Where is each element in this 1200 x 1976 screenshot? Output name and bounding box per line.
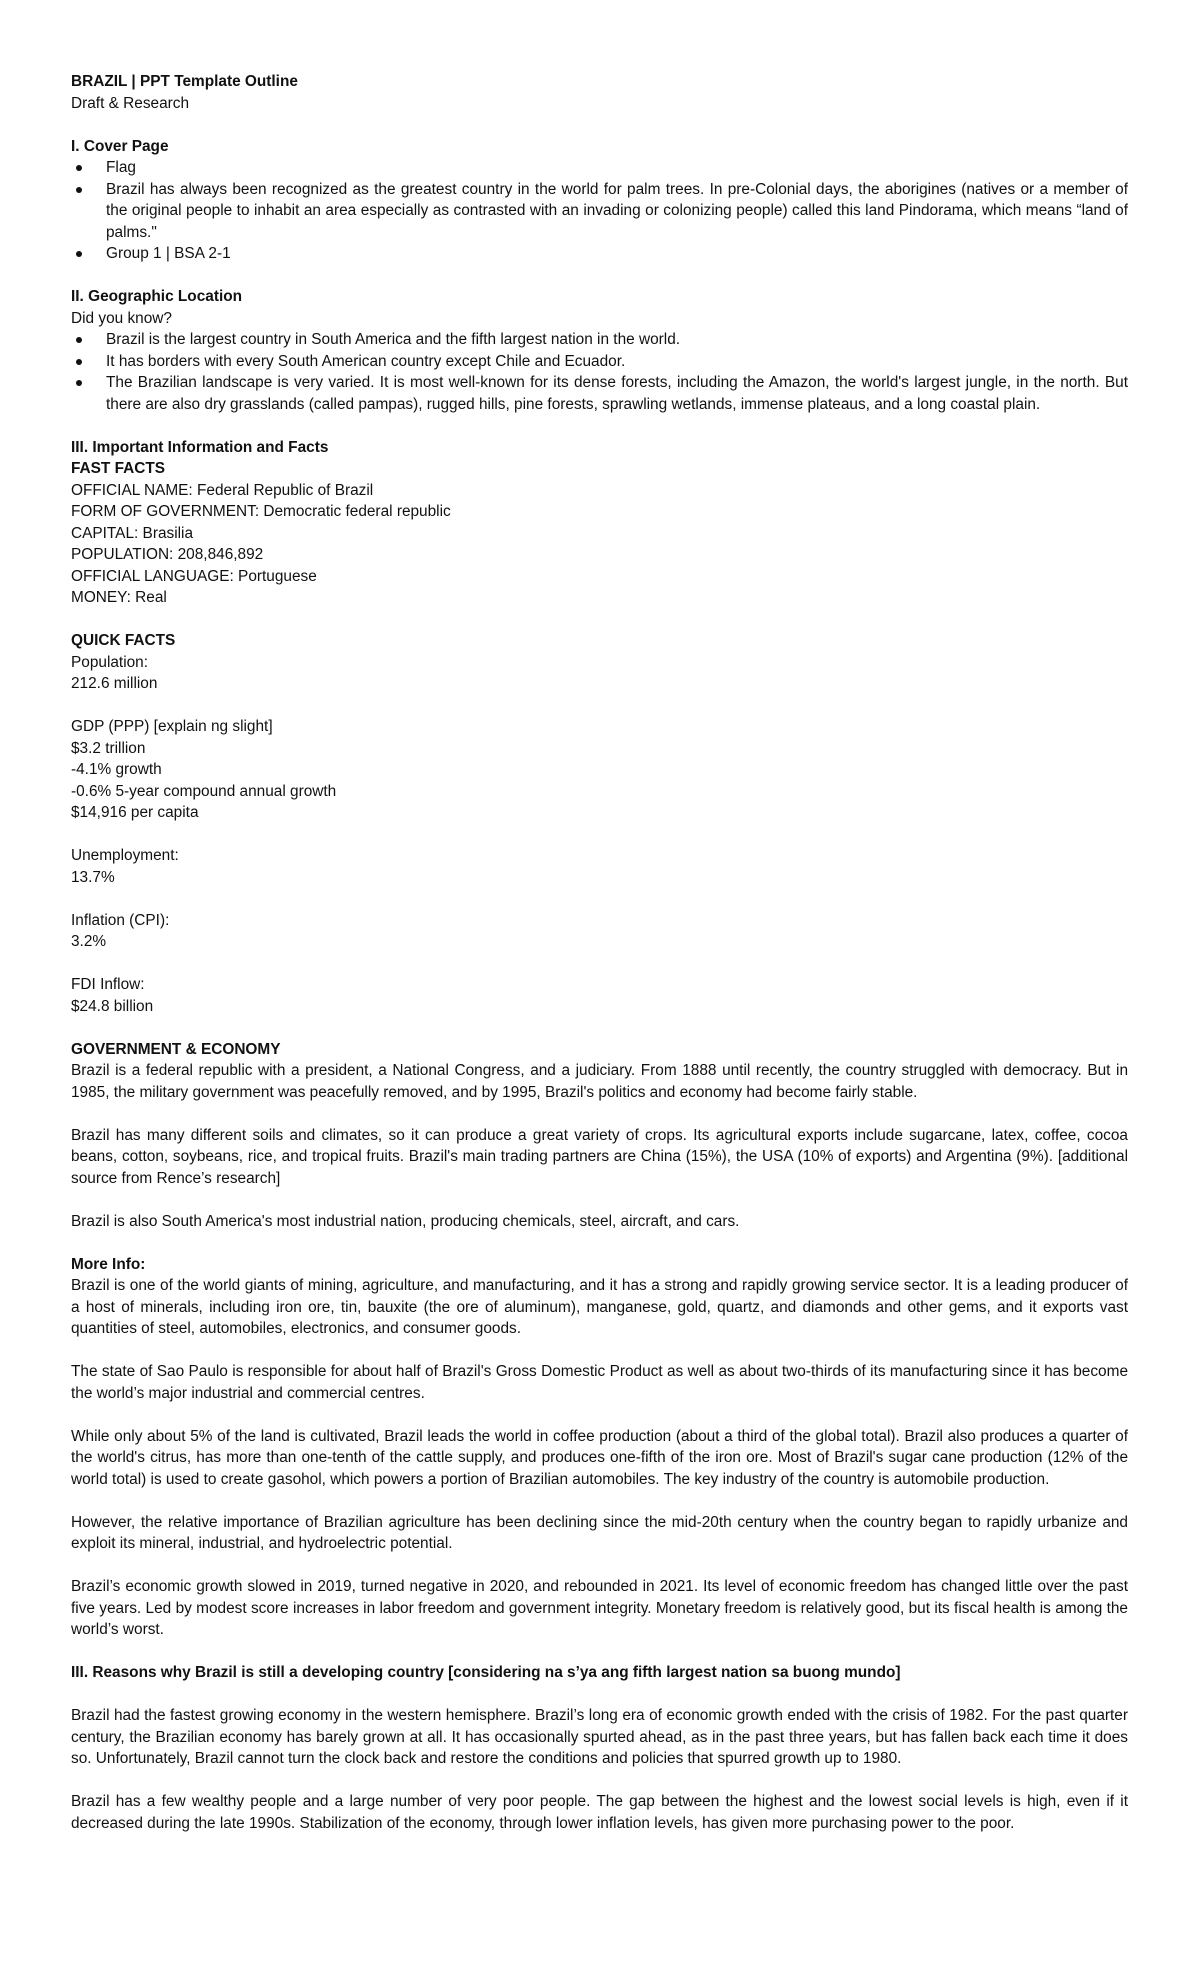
paragraph: The state of Sao Paulo is responsible for about half of Brazil's Gross Domestic Product as well as about two-thirds of its manufacturing since it has become the world’s major industrial and commercial centres.	[71, 1363, 1128, 1402]
quick-fact-label: FDI Inflow:	[71, 976, 145, 993]
paragraph: Brazil’s economic growth slowed in 2019, turned negative in 2020, and rebounded in 2021. Its level of economic freedom has changed little over the past five years. Led by modest score increases in labor freedom and government integrity. Monetary freedom is relatively good, but its fiscal health is among the world’s worst.	[71, 1578, 1128, 1638]
list-item: The Brazilian landscape is very varied. It is most well-known for its dense forests, including the Amazon, the world's largest jungle, in the north. But there are also dry grasslands (called pampas), rugged hills, pine forests, sprawling wetlands, immense plateaus, and a long coastal plain.	[71, 372, 1128, 415]
cover-page-heading: I. Cover Page	[71, 137, 169, 155]
fast-fact-language: OFFICIAL LANGUAGE: Portuguese	[71, 567, 317, 585]
government-economy-heading: GOVERNMENT & ECONOMY	[71, 1040, 281, 1058]
paragraph: While only about 5% of the land is cultivated, Brazil leads the world in coffee production (about a third of the global total). Brazil also produces a quarter of the world's citrus, has more than one-tenth of the cattle supply, and produces one-fifth of the iron ore. Most of Brazil's sugar cane production (12% of the world total) is used to create gasohol, which powers a portion of Brazilian automobiles. The key industry of the country is automobile production.	[71, 1427, 1128, 1488]
quick-fact-value: 3.2%	[71, 933, 107, 950]
quick-fact-value: $14,916 per capita	[71, 804, 199, 821]
quick-fact-label: Inflation (CPI):	[71, 911, 170, 929]
geographic-location-heading: II. Geographic Location	[71, 288, 243, 305]
fast-fact-population: POPULATION: 208,846,892	[71, 546, 264, 563]
list-item: It has borders with every South American country except Chile and Ecuador.	[71, 351, 1128, 373]
document-title: BRAZIL | PPT Template Outline	[71, 73, 298, 90]
quick-facts-heading: QUICK FACTS	[71, 632, 176, 649]
fast-fact-capital: CAPITAL: Brasilia	[71, 524, 194, 542]
paragraph: Brazil has many different soils and climates, so it can produce a great variety of crops. Its agricultural exports include sugarcane, latex, coffee, cocoa beans, cotton, soybeans, rice, and tropical fruits. Brazil's main trading partners are China (15%), the USA (10% of exports) and Argentina (9%). [additional source from Rence’s research]	[71, 1126, 1128, 1187]
list-item: Flag	[71, 157, 1128, 179]
developing-country-heading: III. Reasons why Brazil is still a developing country [considering na s’ya ang fifth largest nation sa buong mundo]	[71, 1664, 901, 1681]
fast-fact-government: FORM OF GOVERNMENT: Democratic federal republic	[71, 503, 451, 520]
more-info-heading: More Info:	[71, 1255, 146, 1273]
paragraph: Brazil has a few wealthy people and a large number of very poor people. The gap between the highest and the lowest social levels is high, even if it decreased during the late 1990s. Stabilization of the economy, through lower inflation levels, has given more purchasing power to the poor.	[71, 1793, 1128, 1832]
quick-fact-label: Unemployment:	[71, 847, 179, 864]
important-information-heading: III. Important Information and Facts	[71, 438, 329, 456]
quick-fact-label: GDP (PPP) [explain ng slight]	[71, 718, 273, 735]
paragraph: Brazil is a federal republic with a president, a National Congress, and a judiciary. From 1888 until recently, the country struggled with democracy. But in 1985, the military government was peacefully removed, and by 1995, Brazil's politics and economy had become fairly stable.	[71, 1062, 1128, 1101]
list-item: Group 1 | BSA 2-1	[71, 243, 1128, 265]
cover-page-list	[71, 157, 1128, 265]
fast-facts-heading: FAST FACTS	[71, 460, 166, 477]
fast-fact-official-name: OFFICIAL NAME: Federal Republic of Brazil	[71, 481, 374, 499]
paragraph: Brazil had the fastest growing economy in the western hemisphere. Brazil’s long era of economic growth ended with the crisis of 1982. For the past quarter century, the Brazilian economy has barely grown at all. It has occasionally spurted ahead, as in the past three years, but has fallen back each time it does so. Unfortunately, Brazil cannot turn the clock back and restore the conditions and policies that spurred growth up to 1980.	[71, 1707, 1128, 1767]
document-subtitle: Draft & Research	[71, 94, 190, 112]
quick-fact-label: Population:	[71, 653, 149, 671]
did-you-know-label: Did you know?	[71, 309, 172, 327]
quick-fact-value: 13.7%	[71, 868, 115, 886]
paragraph: However, the relative importance of Brazilian agriculture has been declining since the mid-20th century when the country began to rapidly urbanize and exploit its mineral, industrial, and hydroelectric potential.	[71, 1513, 1128, 1552]
quick-fact-value: 212.6 million	[71, 675, 158, 692]
quick-fact-value: -4.1% growth	[71, 761, 162, 778]
list-item: Brazil is the largest country in South America and the fifth largest nation in the world.	[71, 329, 1128, 351]
quick-fact-value: $3.2 trillion	[71, 739, 146, 757]
paragraph: Brazil is also South America's most industrial nation, producing chemicals, steel, aircraft, and cars.	[71, 1212, 740, 1230]
quick-fact-value: $24.8 billion	[71, 997, 154, 1015]
paragraph: Brazil is one of the world giants of mining, agriculture, and manufacturing, and it has a strong and rapidly growing service sector. It is a leading producer of a host of minerals, including iron ore, tin, bauxite (the ore of aluminum), manganese, gold, quartz, and diamonds and other gems, and it exports vast quantities of steel, automobiles, electronics, and consumer goods.	[71, 1277, 1128, 1337]
list-item: Brazil has always been recognized as the greatest country in the world for palm trees. In pre-Colonial days, the aborigines (natives or a member of the original people to inhabit an area especially as contrasted with an invading or colonizing people) called this land Pindorama, which means “land of palms."	[71, 179, 1128, 244]
geographic-location-list	[71, 329, 1128, 415]
quick-fact-value: -0.6% 5-year compound annual growth	[71, 782, 337, 800]
fast-fact-money: MONEY: Real	[71, 589, 167, 606]
